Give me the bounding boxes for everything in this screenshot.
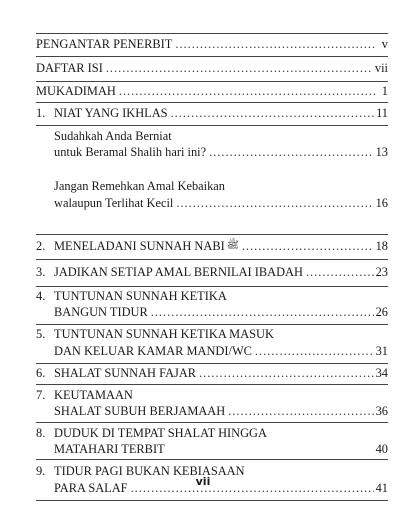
chapter-number: 2. xyxy=(36,239,46,253)
toc-entry-line xyxy=(36,327,274,342)
toc-row-chapter-3 xyxy=(36,259,388,286)
entry-title-line: MATAHARI TERBIT xyxy=(54,442,165,456)
dot-leader xyxy=(171,106,374,121)
dot-leader xyxy=(119,84,376,99)
page-number: 41 xyxy=(375,481,388,495)
entry-title: DAFTAR ISI xyxy=(36,61,103,75)
toc-entry[interactable] xyxy=(54,344,388,359)
dot-leader xyxy=(242,239,374,254)
chapter-number: 3. xyxy=(36,265,46,279)
chapter-number: 4. xyxy=(36,289,46,303)
dot-leader xyxy=(228,404,373,419)
subsection-title-line: Jangan Remehkan Amal Kebaikan xyxy=(54,179,226,193)
toc-row-chapter-2 xyxy=(36,234,388,259)
chapter-number: 8. xyxy=(36,426,46,440)
subsection-title-line: untuk Beramal Shalih hari ini? xyxy=(54,145,207,159)
entry-title-line: PARA SALAF xyxy=(54,481,128,495)
chapter-number: 9. xyxy=(36,464,46,478)
dot-leader xyxy=(306,265,374,280)
page-number: 26 xyxy=(375,305,388,319)
toc-entry[interactable] xyxy=(36,366,388,381)
dot-leader xyxy=(151,305,374,320)
chapter-number: 7. xyxy=(36,388,46,402)
page-folio: vii xyxy=(195,475,211,488)
toc-entry[interactable] xyxy=(36,37,388,52)
toc-entry[interactable] xyxy=(36,265,388,280)
entry-title: PENGANTAR PENERBIT xyxy=(36,37,173,51)
toc-entry[interactable] xyxy=(36,239,388,254)
dot-leader xyxy=(176,196,373,211)
toc-row-pengantar xyxy=(36,33,388,56)
toc-entry-line xyxy=(36,289,227,304)
page-number: 13 xyxy=(375,145,388,159)
toc-entry[interactable] xyxy=(54,442,388,457)
entry-title: SHALAT SUNNAH FAJAR xyxy=(54,366,197,380)
toc-entry[interactable] xyxy=(54,404,388,419)
page-number: v xyxy=(381,37,388,51)
table-of-contents xyxy=(36,33,388,501)
toc-row-chapter-4 xyxy=(36,286,388,324)
entry-title-line: DUDUK DI TEMPAT SHALAT HINGGA xyxy=(54,426,267,440)
page-number: vii xyxy=(374,61,388,75)
toc-row-chapter-1 xyxy=(36,102,388,125)
toc-entry[interactable] xyxy=(36,84,388,99)
page-number: 23 xyxy=(375,265,388,279)
entry-title-line: BANGUN TIDUR xyxy=(54,305,148,319)
toc-row-chapter-8 xyxy=(36,422,388,459)
page-number: 40 xyxy=(375,442,388,456)
dot-leader xyxy=(255,344,374,359)
entry-title-line: DAN KELUAR KAMAR MANDI/WC xyxy=(54,344,252,358)
entry-title-line: SHALAT SUBUH BERJAMAAH xyxy=(54,404,226,418)
toc-row-daftar-isi xyxy=(36,56,388,81)
chapter-number: 6. xyxy=(36,366,46,380)
dot-leader xyxy=(199,366,374,381)
toc-row-chapter-5 xyxy=(36,324,388,363)
page-number: 36 xyxy=(375,404,388,418)
subsection-title-line: walaupun Terlihat Kecil xyxy=(54,196,174,210)
entry-title: MENELADANI SUNNAH NABI xyxy=(54,239,225,253)
page-number: 34 xyxy=(375,366,388,380)
toc-row-chapter-7 xyxy=(36,384,388,422)
toc-row-chapter-6 xyxy=(36,363,388,384)
page-number: 1 xyxy=(381,84,388,98)
dot-leader xyxy=(106,61,373,76)
entry-title-line: TUNTUNAN SUNNAH KETIKA xyxy=(54,289,227,303)
toc-subentry[interactable] xyxy=(54,145,388,160)
page-number: 11 xyxy=(376,106,388,120)
toc-entry[interactable] xyxy=(36,106,388,121)
entry-title-line: KEUTAMAAN xyxy=(54,388,133,402)
entry-title-line: TUNTUNAN SUNNAH KETIKA MASUK xyxy=(54,327,274,341)
page-number: 18 xyxy=(375,239,388,253)
entry-title-line: TIDUR PAGI BUKAN KEBIASAAN xyxy=(54,464,245,478)
toc-entry-line xyxy=(36,426,267,441)
entry-title: JADIKAN SETIAP AMAL BERNILAI IBADAH xyxy=(54,265,303,279)
toc-row-mukadimah xyxy=(36,81,388,102)
dot-leader xyxy=(209,145,374,160)
salawat-symbol: ﷺ xyxy=(226,240,239,251)
toc-entry[interactable] xyxy=(54,305,388,320)
chapter-number: 5. xyxy=(36,327,46,341)
subsection-title-line: Sudahkah Anda Berniat xyxy=(54,129,172,143)
toc-row-chapter-1-subsections xyxy=(36,125,388,234)
page-number: 16 xyxy=(375,196,388,210)
chapter-number: 1. xyxy=(36,106,46,120)
dot-leader xyxy=(175,37,376,52)
toc-entry[interactable] xyxy=(36,61,388,76)
toc-entry-line xyxy=(36,388,133,403)
toc-subentry[interactable] xyxy=(54,196,388,211)
page-number: 31 xyxy=(375,344,388,358)
entry-title: NIAT YANG IKHLAS xyxy=(54,106,168,120)
entry-title: MUKADIMAH xyxy=(36,84,116,98)
